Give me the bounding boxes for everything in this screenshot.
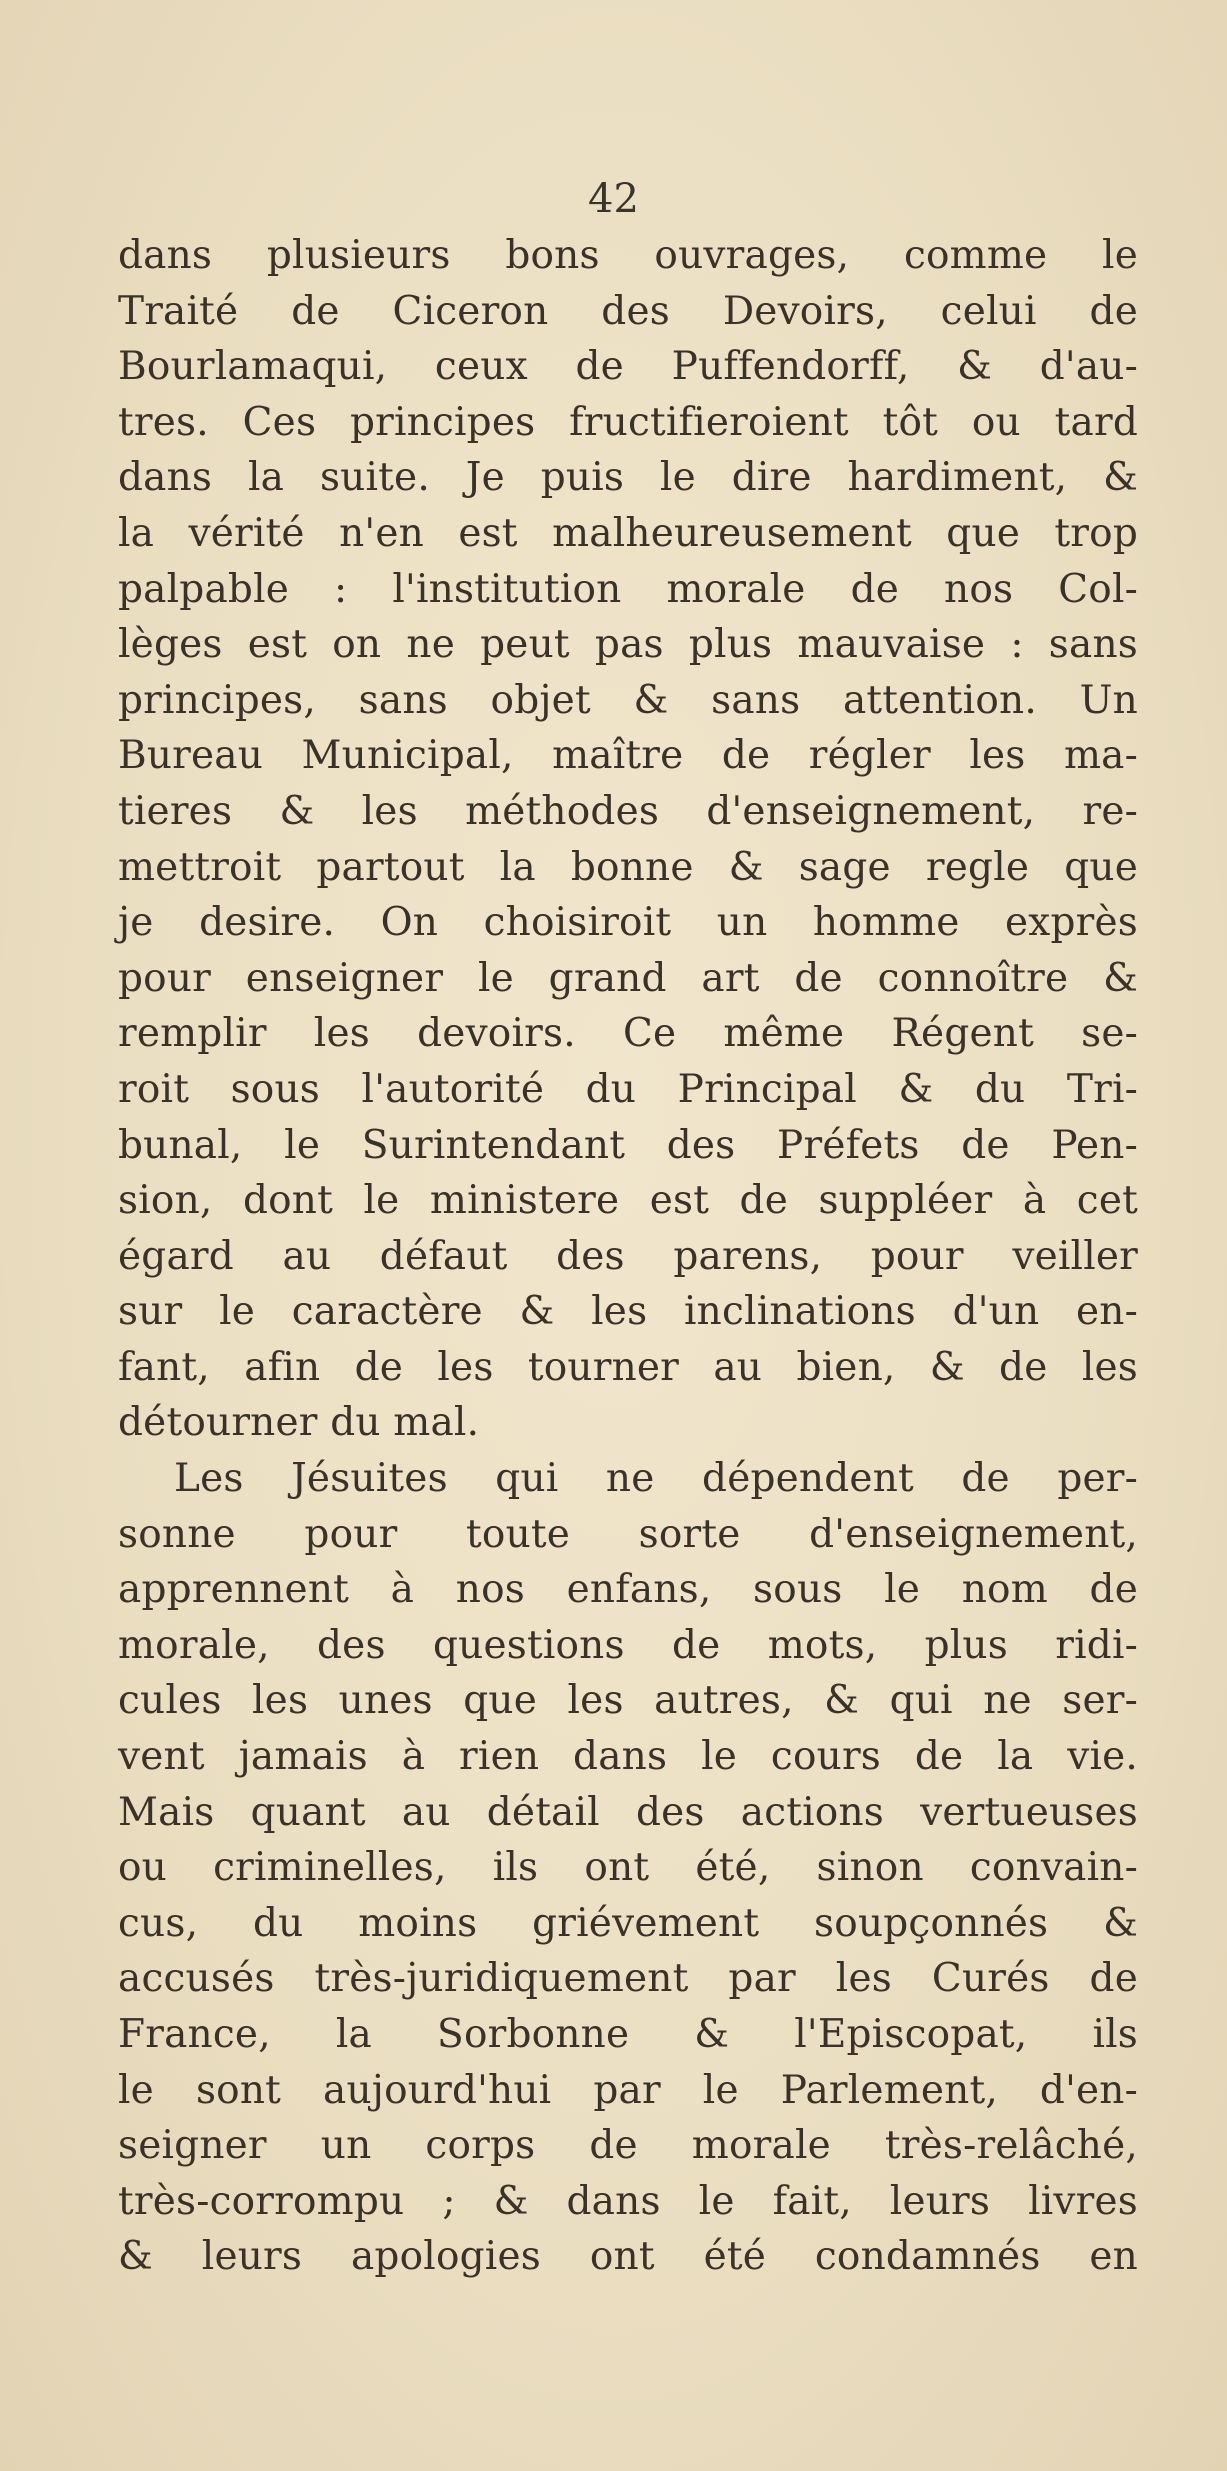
text-line: morale, des questions de mots, plus ridi- [118,1622,1138,1668]
text-line: Bourlamaqui, ceux de Puffendorff, & d'au- [118,344,1138,390]
text-line: Bureau Municipal, maître de régler les ma- [118,733,1138,779]
text-line: très-corrompu ; & dans le fait, leurs livres [118,2178,1138,2224]
text-line: remplir les devoirs. Ce même Régent se- [118,1011,1138,1057]
text-line: dans la suite. Je puis le dire hardiment, & [118,455,1138,501]
text-line: mettroit partout la bonne & sage regle que [118,844,1138,890]
text-line: roit sous l'autorité du Principal & du Tri- [118,1066,1138,1112]
text-line: France, la Sorbonne & l'Episcopat, ils [118,2012,1138,2057]
text-line: Les Jésuites qui ne dépendent de per- [174,1456,1138,1502]
text-line: pour enseigner le grand art de connoître & [118,955,1138,1001]
text-line: je desire. On choisiroit un homme exprès [118,900,1138,946]
text-line: Traité de Ciceron des Devoirs, celui de [118,288,1138,334]
text-line: fant, afin de les tourner au bien, & de les [118,1344,1138,1390]
text-line: égard au défaut des parens, pour veiller [118,1233,1138,1279]
text-line: cules les unes que les autres, & qui ne ser- [118,1678,1138,1724]
text-line: palpable : l'institution morale de nos Col- [118,566,1138,612]
text-line: seigner un corps de morale très-relâché, [118,2123,1138,2169]
text-line: Mais quant au détail des actions vertueuses [118,1789,1138,1835]
text-line: sur le caractère & les inclinations d'un en- [118,1289,1138,1335]
text-line: cus, du moins griévement soupçonnés & [118,1900,1138,1946]
body-text [118,228,1138,2285]
text-line: bunal, le Surintendant des Préfets de Pen- [118,1122,1138,1168]
text-line: ou criminelles, ils ont été, sinon convain- [118,1845,1138,1891]
text-line: & leurs apologies ont été condamnés en [118,2234,1138,2280]
page-number: 42 [588,176,639,222]
text-line: le sont aujourd'hui par le Parlement, d'en- [118,2067,1138,2113]
text-line: la vérité n'en est malheureusement que trop [118,510,1138,556]
text-line: principes, sans objet & sans attention. Un [118,677,1138,723]
paragraph [118,228,1138,1451]
text-line: accusés très-juridiquement par les Curés de [118,1956,1138,2002]
text-line: vent jamais à rien dans le cours de la vie. [118,1734,1138,1780]
text-line: apprennent à nos enfans, sous le nom de [118,1567,1138,1613]
text-line: détourner du mal. [118,1400,480,1446]
text-line: sion, dont le ministere est de suppléer à cet [118,1178,1138,1224]
paragraph [118,1451,1138,2285]
text-line: dans plusieurs bons ouvrages, comme le [118,233,1138,278]
text-line: sonne pour toute sorte d'enseignement, [118,1511,1138,1557]
text-line: tres. Ces principes fructifieroient tôt ou tard [118,399,1138,445]
text-line: lèges est on ne peut pas plus mauvaise : sans [118,622,1138,668]
text-line: tieres & les méthodes d'enseignement, re- [118,788,1138,834]
